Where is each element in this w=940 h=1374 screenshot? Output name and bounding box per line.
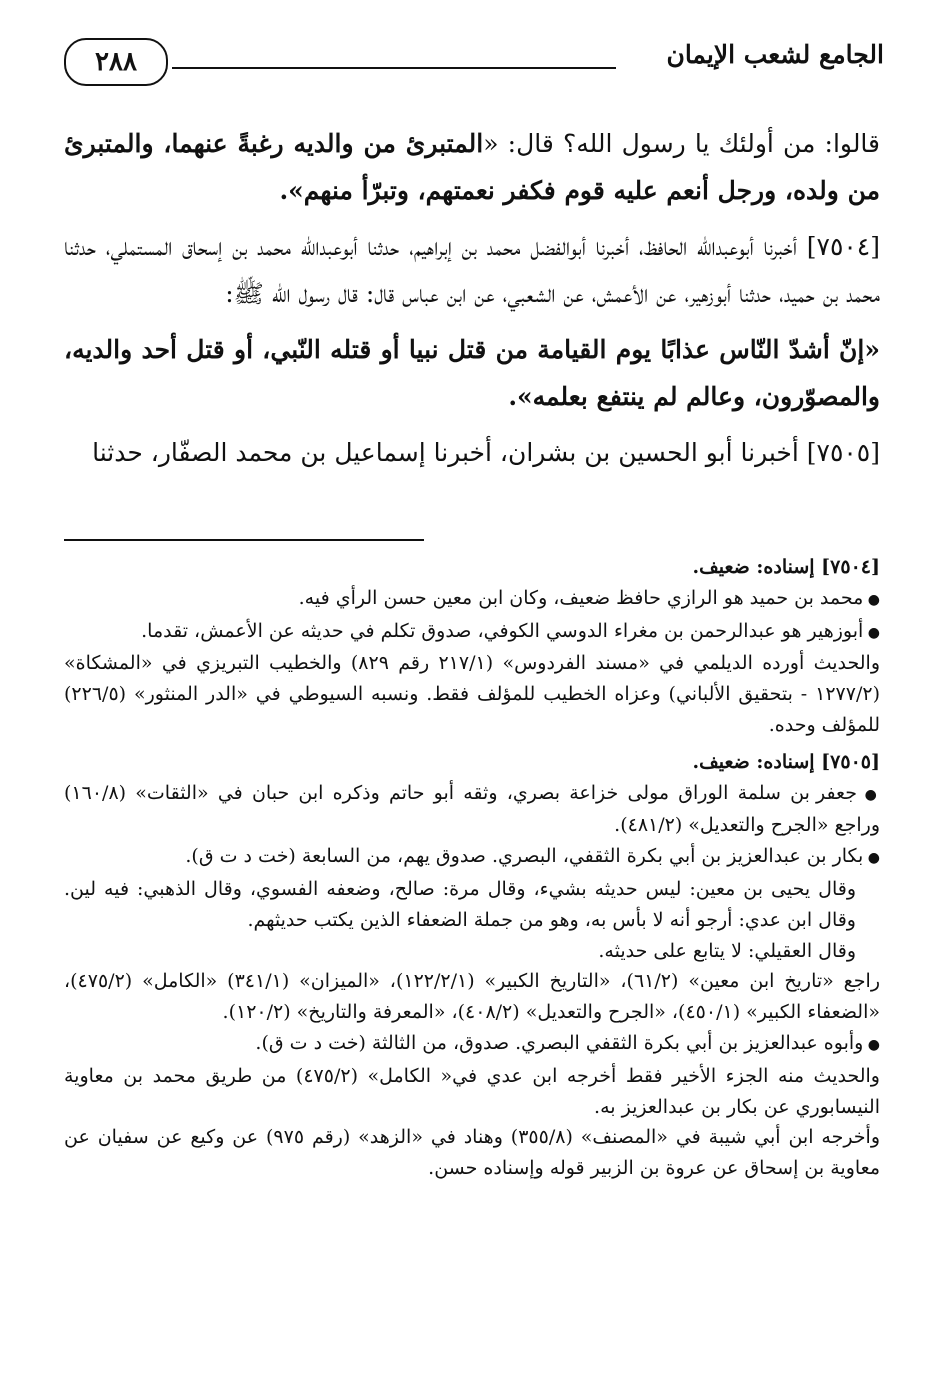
p1-quote: المتبرئ من والديه رغبةً عنهما، والمتبرئ من ولده، ورجل أنعم عليه قوم فكفر نعمتهم، وتبرّأ منهم — [64, 129, 880, 205]
footnote-7504-bullet-2: ● أبوزهير هو عبدالرحمن بن مغراء الدوسي الكوفي، صدوق تكلم في حديثه عن الأعمش، تقدما. — [64, 616, 880, 649]
footnote-7504-paragraph: والحديث أورده الديلمي في «مسند الفردوس» (٢١٧/١ رقم ٨٢٩) والخطيب التبريزي في «المشكاة» (١٢٧٧/٢ - بتحقيق الألباني) وعزاه الخطيب للمؤلف فقط. ونسبه السيوطي في «الدر المنثور» (٢٢٦/٥) للمؤلف وحده. — [64, 652, 880, 736]
footnote-7504-bullet-1: ● محمد بن حميد هو الرازي حافظ ضعيف، وكان ابن معين حسن الرأي فيه. — [64, 583, 880, 616]
footnote-7505-paragraph-1: والحديث منه الجزء الأخير فقط أخرجه ابن عدي في« الكامل» (٤٧٥/٢) من طريق محمد بن معاوية النيسابوري عن بكار بن عبدالعزيز به. — [64, 1064, 880, 1118]
footnotes — [64, 552, 880, 1184]
main-text — [64, 120, 880, 485]
footnote-separator — [64, 539, 424, 541]
footnote-7505-paragraph-2: وأخرجه ابن أبي شيبة في «المصنف» (٣٥٥/٨) وهناد في «الزهد» (رقم ٩٧٥) عن وكيع عن سفيان عن معاوية بن إسحاق عن عروة بن الزبير قوله وإسناده حسن. — [64, 1126, 880, 1180]
page-number: ٢٨٨ — [64, 38, 168, 86]
hadith-quote: «إنّ أشدّ النّاس عذابًا يوم القيامة من قتل نبيا أو قتله النّبي، أو قتل أحد والديه، والمصوّرون، وعالم لم ينتفع بعلمه». — [64, 335, 880, 411]
p1-end: ». — [279, 176, 304, 205]
main-paragraph-7505: [٧٥٠٥] أخبرنا أبو الحسين بن بشران، أخبرنا إسماعيل بن محمد الصفّار، حدثنا — [92, 438, 880, 467]
footnote-7505-bullet-2: ● بكار بن عبدالعزيز بن أبي بكرة الثقفي، البصري. صدوق يهم، من السابعة (خت د ت ق). — [64, 841, 880, 874]
footnote-7505-heading: [٧٥٠٥] إسناده: ضعيف. — [692, 750, 880, 773]
header-rule — [172, 67, 616, 69]
footnote-7505-indent-2: وقال العقيلي: لا يتابع على حديثه. — [598, 939, 856, 962]
main-paragraph-1 — [64, 120, 880, 214]
footnote-7505-references: راجع «تاريخ ابن معين» (٦١/٢)، «التاريخ الكبير» (١٢٢/٢/١)، «الميزان» (٣٤١/١) «الكامل» (٤٧٥/٢)، «الضعفاء الكبير» (٤٥٠/١)، «الجرح والتعديل» (٤٠٨/٢)، «المعرفة والتاريخ» (١٢٠/٢). — [64, 970, 880, 1024]
running-header — [64, 38, 884, 98]
footnote-7504-heading: [٧٥٠٤] إسناده: ضعيف. — [692, 556, 880, 578]
p1-intro: قالوا: من أولئك يا رسول الله؟ قال: « — [483, 129, 881, 158]
footnote-7505-bullet-1: ● جعفر بن سلمة الوراق مولى خزاعة بصري، وثقه أبو حاتم وذكره ابن حبان في «الثقات» (١٦٠/٨) وراجع «الجرح والتعديل» (٤٨١/٢). — [64, 778, 880, 842]
footnote-7505-indent-1: وقال يحيى بن معين: ليس حديثه بشيء، وقال مرة: صالح، وضعفه الفسوي، وقال الذهبي: فيه لين. وقال ابن عدي: أرجو أنه لا بأس به، وهو من جملة الضعفاء الذين يكتب حديثهم. — [64, 877, 856, 931]
footnote-7505-bullet-3: ● وأبوه عبدالعزيز بن أبي بكرة الثقفي البصري. صدوق، من الثالثة (خت د ت ق). — [64, 1028, 880, 1061]
book-title: الجامع لشعب الإيمان — [666, 40, 884, 69]
main-paragraph-7504: [٧٥٠٤] أخبرنا أبوعبدالله الحافظ، أخبرنا أبوالفضل محمد بن إبراهيم، حدثنا أبوعبدالله محمد بن إسحاق المستملي، حدثنا محمد بن حميد، حدثنا أبوزهير، عن الأعمش، عن الشعبي، عن ابن عباس قال: قال رسول الله ﷺ: — [64, 232, 880, 308]
